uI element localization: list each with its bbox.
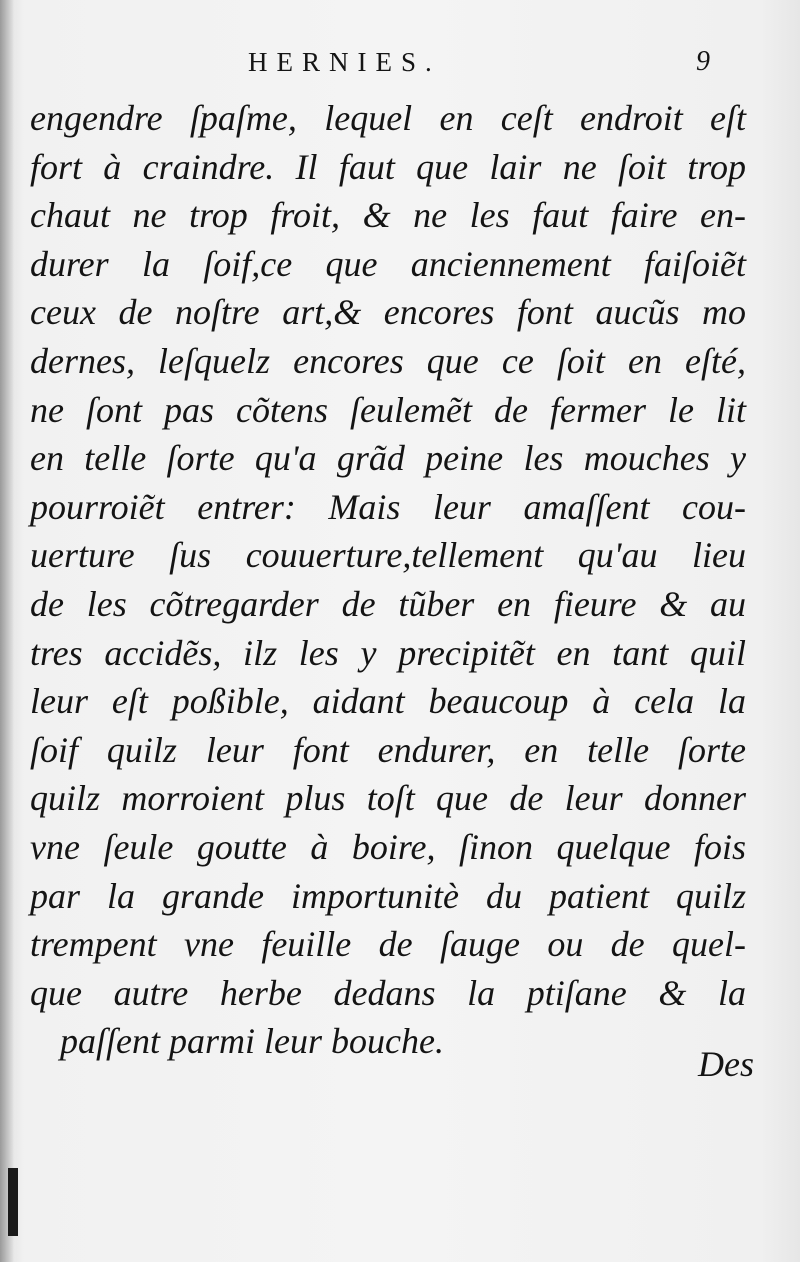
catchword: Des: [698, 1044, 754, 1084]
text-line: fort à craindre. Il faut que lair ne ſoit trop: [30, 146, 746, 187]
text-line: dernes, leſquelz encores que ce ſoit en eſté,: [30, 340, 746, 381]
text-line: ne ſont pas cõtens ſeulemẽt de fermer le lit: [30, 389, 746, 430]
body-text: [30, 94, 746, 1066]
text-line: uerture ſus couuerture,tellement qu'au lieu: [30, 535, 746, 576]
text-line: que autre herbe dedans la ptiſane & la: [30, 972, 746, 1013]
text-line: ſoif quilz leur font endurer, en telle ſorte: [30, 729, 746, 770]
text-line: durer la ſoif,ce que anciennement faiſoiẽt: [30, 243, 746, 284]
text-line: pourroiẽt entrer: Mais leur amaſſent cou-: [30, 486, 746, 527]
page-number: 9: [696, 46, 710, 77]
page-spine-shadow: [0, 0, 14, 1262]
text-line: quilz morroient plus toſt que de leur donner: [30, 778, 746, 819]
page-header: [0, 40, 800, 84]
text-line: ceux de noſtre art,& encores font aucũs mo: [30, 292, 746, 333]
running-head: HERNIES.: [248, 47, 441, 77]
text-line-last: paſſent parmi leur bouche.: [60, 1021, 444, 1062]
text-line: engendre ſpaſme, lequel en ceſt endroit eſt: [30, 98, 746, 138]
text-line: tres accidẽs, ilz les y precipitẽt en tant quil: [30, 632, 746, 673]
text-line: en telle ſorte qu'a grãd peine les mouches y: [30, 438, 746, 479]
edge-ink-mark: [8, 1168, 18, 1236]
text-line: vne ſeule goutte à boire, ſinon quelque fois: [30, 826, 746, 867]
text-line: trempent vne feuille de ſauge ou de quel-: [30, 924, 746, 965]
text-line: chaut ne trop froit, & ne les faut faire en-: [30, 195, 746, 236]
text-line: de les cõtregarder de tũber en fieure & au: [30, 583, 746, 624]
text-line: par la grande importunitè du patient quilz: [30, 875, 746, 916]
text-line: leur eſt poßible, aidant beaucoup à cela la: [30, 681, 746, 722]
